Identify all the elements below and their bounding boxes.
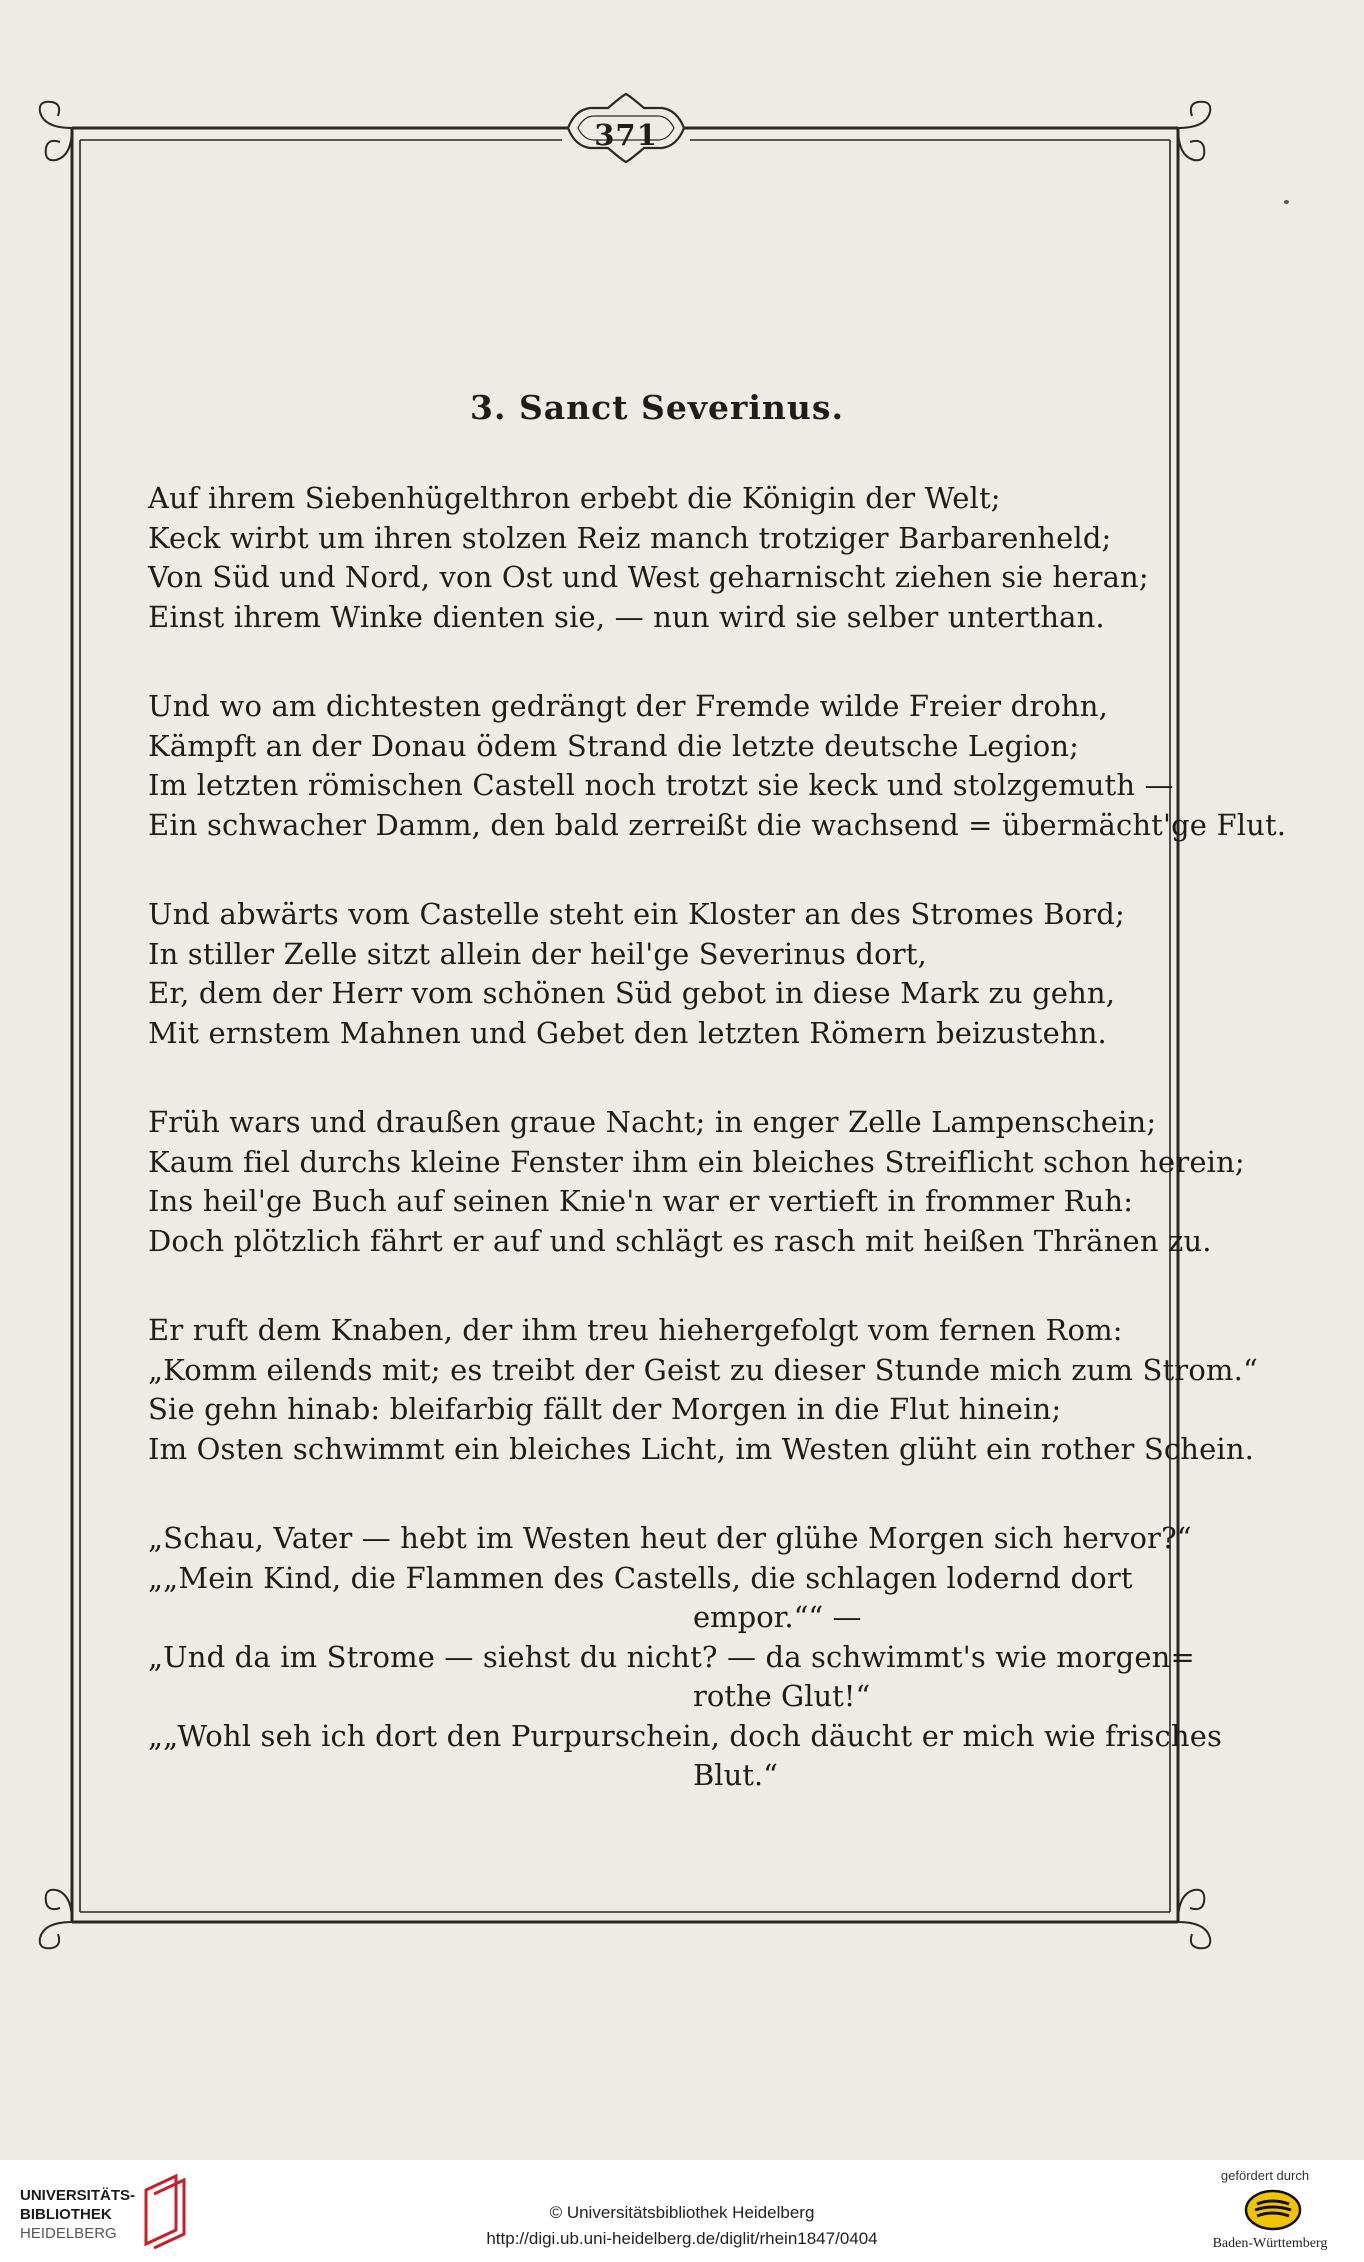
poem-line: Er ruft dem Knaben, der ihm treu hiehergefolgt vom fernen Rom: (148, 1313, 1123, 1347)
stanza-1 (148, 479, 1148, 637)
poem-line-continuation: Blut.“ (693, 1758, 778, 1792)
poem-line: Kaum fiel durchs kleine Fenster ihm ein bleiches Streiflicht schon herein; (148, 1144, 1245, 1179)
poem-line: Kämpft an der Donau ödem Strand die letzte deutsche Legion; (148, 728, 1080, 763)
poem-line: Ein schwacher Damm, den bald zerreißt die wachsend = übermächt'ge Flut. (148, 807, 1287, 842)
stanza-dialogue (148, 1519, 1223, 1796)
poem-line-continuation: rothe Glut!“ (693, 1679, 871, 1713)
poem-line: „„Mein Kind, die Flammen des Castells, die schlagen lodernd dort (148, 1560, 1133, 1595)
poem-line: Früh wars und draußen graue Nacht; in enger Zelle Lampenschein; (148, 1105, 1157, 1139)
poem (148, 388, 1287, 1846)
stanza-3 (148, 895, 1148, 1053)
copyright-notice: © Universitätsbibliothek Heidelberg (549, 2203, 815, 2222)
stanza-5 (148, 1311, 1258, 1469)
poem-line: Doch plötzlich fährt er auf und schlägt es rasch mit heißen Thränen zu. (148, 1223, 1212, 1258)
funded-by-label: gefördert durch (1220, 2168, 1310, 2183)
funder-name: Baden-Württemberg (1212, 2236, 1328, 2251)
poem-line: Sie gehn hinab: bleifarbig fällt der Morgen in die Flut hinein; (148, 1392, 1062, 1426)
poem-line: Und wo am dichtesten gedrängt der Fremde wilde Freier drohn, (148, 689, 1108, 723)
permalink[interactable]: http://digi.ub.uni-heidelberg.de/diglit/rhein1847/0404 (486, 2229, 878, 2248)
stanza-2 (148, 687, 1287, 845)
poem-line: Keck wirbt um ihren stolzen Reiz manch trotziger Barbarenheld; (148, 520, 1112, 555)
speck (1284, 200, 1289, 204)
poem-line: Auf ihrem Siebenhügelthron erbebt die Königin der Welt; (148, 481, 1001, 515)
poem-line: „„Wohl seh ich dort den Purpurschein, doch däucht er mich wie frisches (148, 1718, 1223, 1753)
library-line-2: BIBLIOTHEK (20, 2206, 112, 2223)
poem-line: Mit ernstem Mahnen und Gebet den letzten Römern beizustehn. (148, 1015, 1107, 1050)
poem-line: Er, dem der Herr vom schönen Süd gebot in diese Mark zu gehn, (148, 976, 1116, 1010)
poem-line: „Komm eilends mit; es treibt der Geist zu dieser Stunde mich zum Strom.“ (148, 1352, 1258, 1387)
poem-line: In stiller Zelle sitzt allein der heil'ge Severinus dort, (148, 936, 927, 971)
poem-line: Einst ihrem Winke dienten sie, — nun wird sie selber unterthan. (148, 599, 1105, 634)
poem-line: Im letzten römischen Castell noch trotzt sie keck und stolzgemuth — (148, 768, 1174, 802)
poem-line: Im Osten schwimmt ein bleiches Licht, im Westen glüht ein rother Schein. (148, 1431, 1255, 1466)
poem-line-continuation: empor.““ — (693, 1600, 862, 1634)
poem-line: „Und da im Strome — siehst du nicht? — da schwimmt's wie morgen= (148, 1639, 1195, 1674)
poem-line: „Schau, Vater — hebt im Westen heut der glühe Morgen sich hervor?“ (148, 1521, 1192, 1555)
poem-line: Und abwärts vom Castelle steht ein Kloster an des Stromes Bord; (148, 897, 1125, 931)
library-line-1: UNIVERSITÄTS- (20, 2187, 136, 2204)
baden-wuerttemberg-crest-icon (1243, 2188, 1303, 2232)
page-number: 371 (594, 118, 658, 152)
library-line-3: HEIDELBERG (20, 2225, 117, 2242)
poem-line: Ins heil'ge Buch auf seinen Knie'n war er vertieft in frommer Ruh: (148, 1184, 1134, 1218)
poem-title: 3. Sanct Severinus. (470, 388, 844, 427)
poem-line: Von Süd und Nord, von Ost und West geharnischt ziehen sie heran; (148, 560, 1149, 594)
stanza-4 (148, 1103, 1245, 1261)
